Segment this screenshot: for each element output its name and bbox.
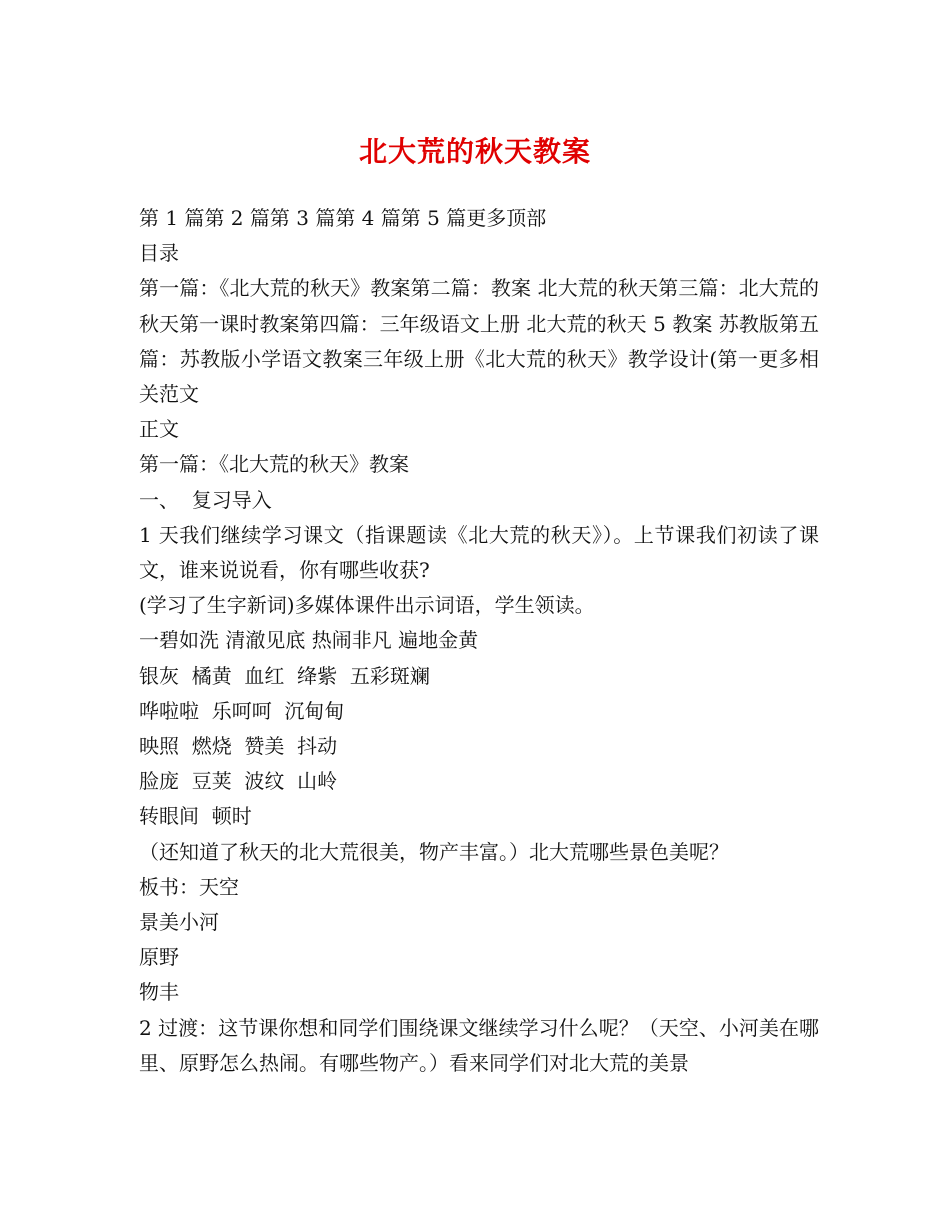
board-line-2: 景美小河 — [139, 910, 219, 935]
word-line-1: 一碧如洗 清澈见底 热闹非凡 遍地金黄 — [139, 628, 479, 653]
paragraph-1: 1 天我们继续学习课文（指课题读《北大荒的秋天》）。上节课我们初读了课文，谁来说说看，你有哪些收获? — [139, 522, 819, 583]
word-line-2: 银灰 橘黄 血红 绛紫 五彩斑斓 — [139, 663, 430, 688]
word-line-3: 哗啦啦 乐呵呵 沉甸甸 — [139, 698, 345, 723]
body-heading: 正文 — [139, 417, 179, 442]
paragraph-4: 2 过渡：这节课你想和同学们围绕课文继续学习什么呢？（天空、小河美在哪里、原野怎么热闹。有哪些物产。）看来同学们对北大荒的美景 — [139, 1015, 819, 1075]
word-line-6: 转眼间 顿时 — [139, 804, 252, 829]
word-line-4: 映照 燃烧 赞美 抖动 — [139, 734, 338, 759]
part1-title: 第一篇：《北大荒的秋天》教案 — [139, 452, 409, 477]
board-line-3: 原野 — [139, 945, 179, 970]
toc-paragraph: 第一篇：《北大荒的秋天》教案第二篇：教案 北大荒的秋天第三篇：北大荒的秋天第一课时教案第四篇：三年级语文上册 北大荒的秋天 5 教案 苏教版第五篇：苏教版小学语文教案三年级上册《北大荒的秋天》教学设计(第一更多相关范文 — [139, 276, 819, 407]
board-line-1: 板书：天空 — [139, 874, 239, 899]
toc-heading: 目录 — [139, 241, 179, 266]
document-title: 北大荒的秋天教案 — [358, 135, 591, 168]
document-body — [139, 201, 819, 1081]
word-line-5: 脸庞 豆荚 波纹 山岭 — [139, 769, 338, 794]
nav-line: 第 1 篇第 2 篇第 3 篇第 4 篇第 5 篇更多顶部 — [139, 206, 547, 230]
paragraph-3: （还知道了秋天的北大荒很美，物产丰富。）北大荒哪些景色美呢？ — [139, 839, 729, 864]
board-line-4: 物丰 — [139, 980, 179, 1005]
section1-heading: 一、 复习导入 — [139, 487, 272, 512]
paragraph-2: (学习了生字新词)多媒体课件出示词语，学生领读。 — [139, 593, 595, 618]
